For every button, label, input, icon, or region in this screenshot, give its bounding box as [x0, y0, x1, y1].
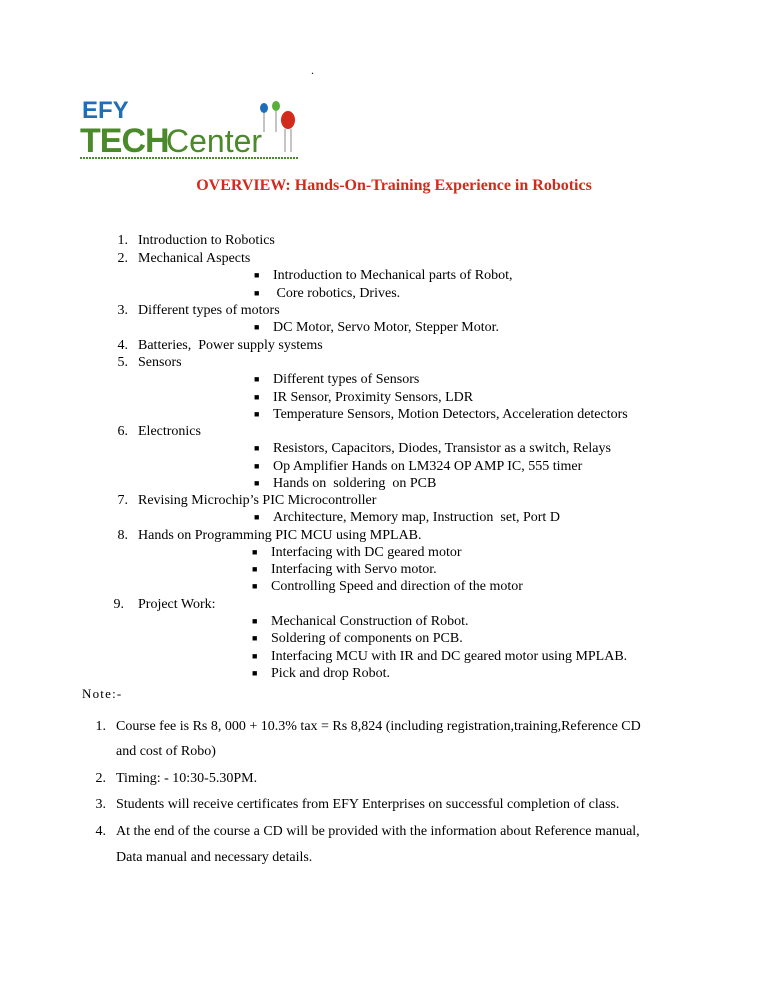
- outline-item: Mechanical Aspects: [138, 251, 251, 266]
- bullet-icon: ■: [252, 547, 258, 557]
- logo-tech-text: TECH: [80, 122, 169, 160]
- bullet-item: Op Amplifier Hands on LM324 OP AMP IC, 555 timer: [273, 459, 583, 474]
- outline-num: 3.: [117, 303, 128, 318]
- note-label: Note:-: [82, 686, 123, 701]
- bullet-item: Mechanical Construction of Robot.: [271, 614, 469, 629]
- outline-num: 5.: [117, 355, 128, 370]
- bullet-icon: ■: [254, 461, 260, 471]
- note-item-line: Students will receive certificates from EFY Enterprises on successful completion of class.: [116, 797, 620, 812]
- outline-item: Revising Microchip’s PIC Microcontroller: [138, 493, 377, 508]
- bullet-icon: ■: [254, 512, 260, 522]
- note-item-line: and cost of Robo): [116, 744, 216, 759]
- note-item-line: At the end of the course a CD will be provided with the information about Reference manual,: [116, 824, 640, 839]
- bullet-icon: ■: [252, 668, 258, 678]
- note-item-line: Data manual and necessary details.: [116, 850, 313, 865]
- outline-num: 2.: [117, 251, 128, 266]
- bullet-item: Core robotics, Drives.: [273, 286, 401, 301]
- note-num: 4.: [95, 824, 106, 839]
- bullet-item: Pick and drop Robot.: [271, 666, 390, 681]
- bullet-icon: ■: [252, 633, 258, 643]
- note-num: 1.: [95, 719, 106, 734]
- note-num: 2.: [95, 771, 106, 786]
- outline-item: Electronics: [138, 424, 201, 439]
- bullet-icon: ■: [254, 478, 260, 488]
- outline-num: 8.: [117, 528, 128, 543]
- outline-num: 1.: [117, 233, 128, 248]
- bullet-icon: ■: [254, 392, 260, 402]
- outline-item: Hands on Programming PIC MCU using MPLAB.: [138, 528, 422, 543]
- outline-item: Different types of motors: [138, 303, 280, 318]
- outline-item: Project Work:: [138, 597, 216, 612]
- bullet-icon: ■: [254, 443, 260, 453]
- note-num: 3.: [95, 797, 106, 812]
- bullet-item: Different types of Sensors: [273, 372, 420, 387]
- bullet-item: Controlling Speed and direction of the motor: [271, 579, 523, 594]
- note-item-line: Timing: - 10:30-5.30PM.: [116, 771, 258, 786]
- outline-item: Introduction to Robotics: [138, 233, 275, 248]
- logo-center-text: Center: [166, 123, 263, 159]
- outline-item: Sensors: [138, 355, 182, 370]
- outline-num: 9.: [113, 597, 124, 612]
- led-icon: [260, 101, 295, 152]
- bullet-item: IR Sensor, Proximity Sensors, LDR: [273, 390, 474, 405]
- bullet-item: Hands on soldering on PCB: [273, 476, 437, 491]
- bullet-item: Interfacing MCU with IR and DC geared motor using MPLAB.: [271, 649, 628, 664]
- bullet-item: Introduction to Mechanical parts of Robot,: [273, 268, 513, 283]
- efy-techcenter-logo: [80, 94, 310, 164]
- bullet-icon: ■: [254, 322, 260, 332]
- bullet-icon: ■: [254, 409, 260, 419]
- outline-num: 6.: [117, 424, 128, 439]
- bullet-item: Interfacing with DC geared motor: [271, 545, 462, 560]
- bullet-item: Soldering of components on PCB.: [271, 631, 463, 646]
- bullet-icon: ■: [252, 564, 258, 574]
- bullet-icon: ■: [254, 270, 260, 280]
- outline-item: Batteries, Power supply systems: [138, 338, 323, 353]
- bullet-icon: ■: [254, 374, 260, 384]
- bullet-item: DC Motor, Servo Motor, Stepper Motor.: [273, 320, 499, 335]
- bullet-icon: ■: [252, 651, 258, 661]
- bullet-icon: ■: [252, 581, 258, 591]
- outline-num: 4.: [117, 338, 128, 353]
- bullet-icon: ■: [252, 616, 258, 626]
- bullet-item: Architecture, Memory map, Instruction set, Port D: [273, 510, 560, 525]
- bullet-item: Interfacing with Servo motor.: [271, 562, 437, 577]
- note-item-line: Course fee is Rs 8, 000 + 10.3% tax = Rs 8,824 (including registration,training,Reference CD: [116, 719, 641, 734]
- page-dot: .: [311, 63, 314, 77]
- bullet-item: Resistors, Capacitors, Diodes, Transistor as a switch, Relays: [273, 441, 611, 456]
- logo-efy-text: EFY: [82, 97, 129, 124]
- outline-num: 7.: [117, 493, 128, 508]
- bullet-icon: ■: [254, 288, 260, 298]
- bullet-item: Temperature Sensors, Motion Detectors, Acceleration detectors: [273, 407, 628, 422]
- page-title: OVERVIEW: Hands-On-Training Experience in Robotics: [196, 177, 592, 194]
